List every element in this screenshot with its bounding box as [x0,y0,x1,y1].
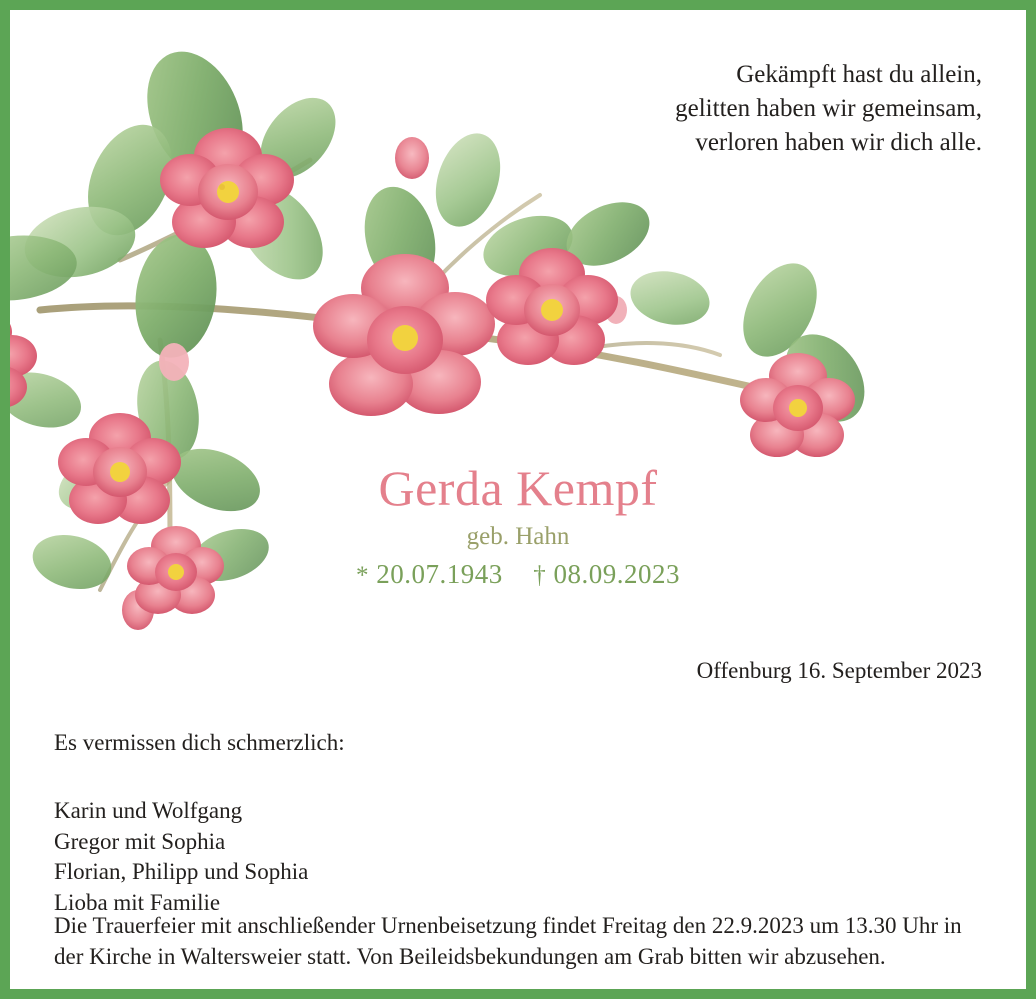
ceremony-note: Die Trauerfeier mit anschließender Urnenbeisetzung findet Freitag den 22.9.2023 um 13.30 Uhr in der Kirche in Waltersweier statt. Von Beileidsbekundungen am Grab bitten wir abzusehen. [54,913,962,970]
mourners-intro: Es vermissen dich schmerzlich: [54,730,345,755]
verse-line-2: gelitten haben wir gemeinsam, [675,95,982,122]
mourners-list [54,796,308,918]
verse-line-3: verloren haben wir dich alle. [695,129,982,156]
death-symbol: † [533,561,547,589]
mourner-4: Lioba mit Familie [54,889,221,915]
death-date: 08.09.2023 [553,558,680,589]
maiden-name: geb. Hahn [466,522,570,550]
birth-date: 20.07.1943 [376,558,503,589]
birth-symbol: * [356,561,369,589]
deceased-name: Gerda Kempf [378,460,658,516]
card-inner [10,10,1026,989]
verse-block [675,58,982,160]
place-and-date: Offenburg 16. September 2023 [696,658,982,683]
life-dates [10,559,1026,590]
mourner-3: Florian, Philipp und Sophia [54,859,309,885]
mourner-1: Karin und Wolfgang [54,798,243,823]
mourner-2: Gregor mit Sophia [54,828,226,854]
name-block [10,462,1026,590]
verse-line-1: Gekämpft hast du allein, [736,61,982,88]
